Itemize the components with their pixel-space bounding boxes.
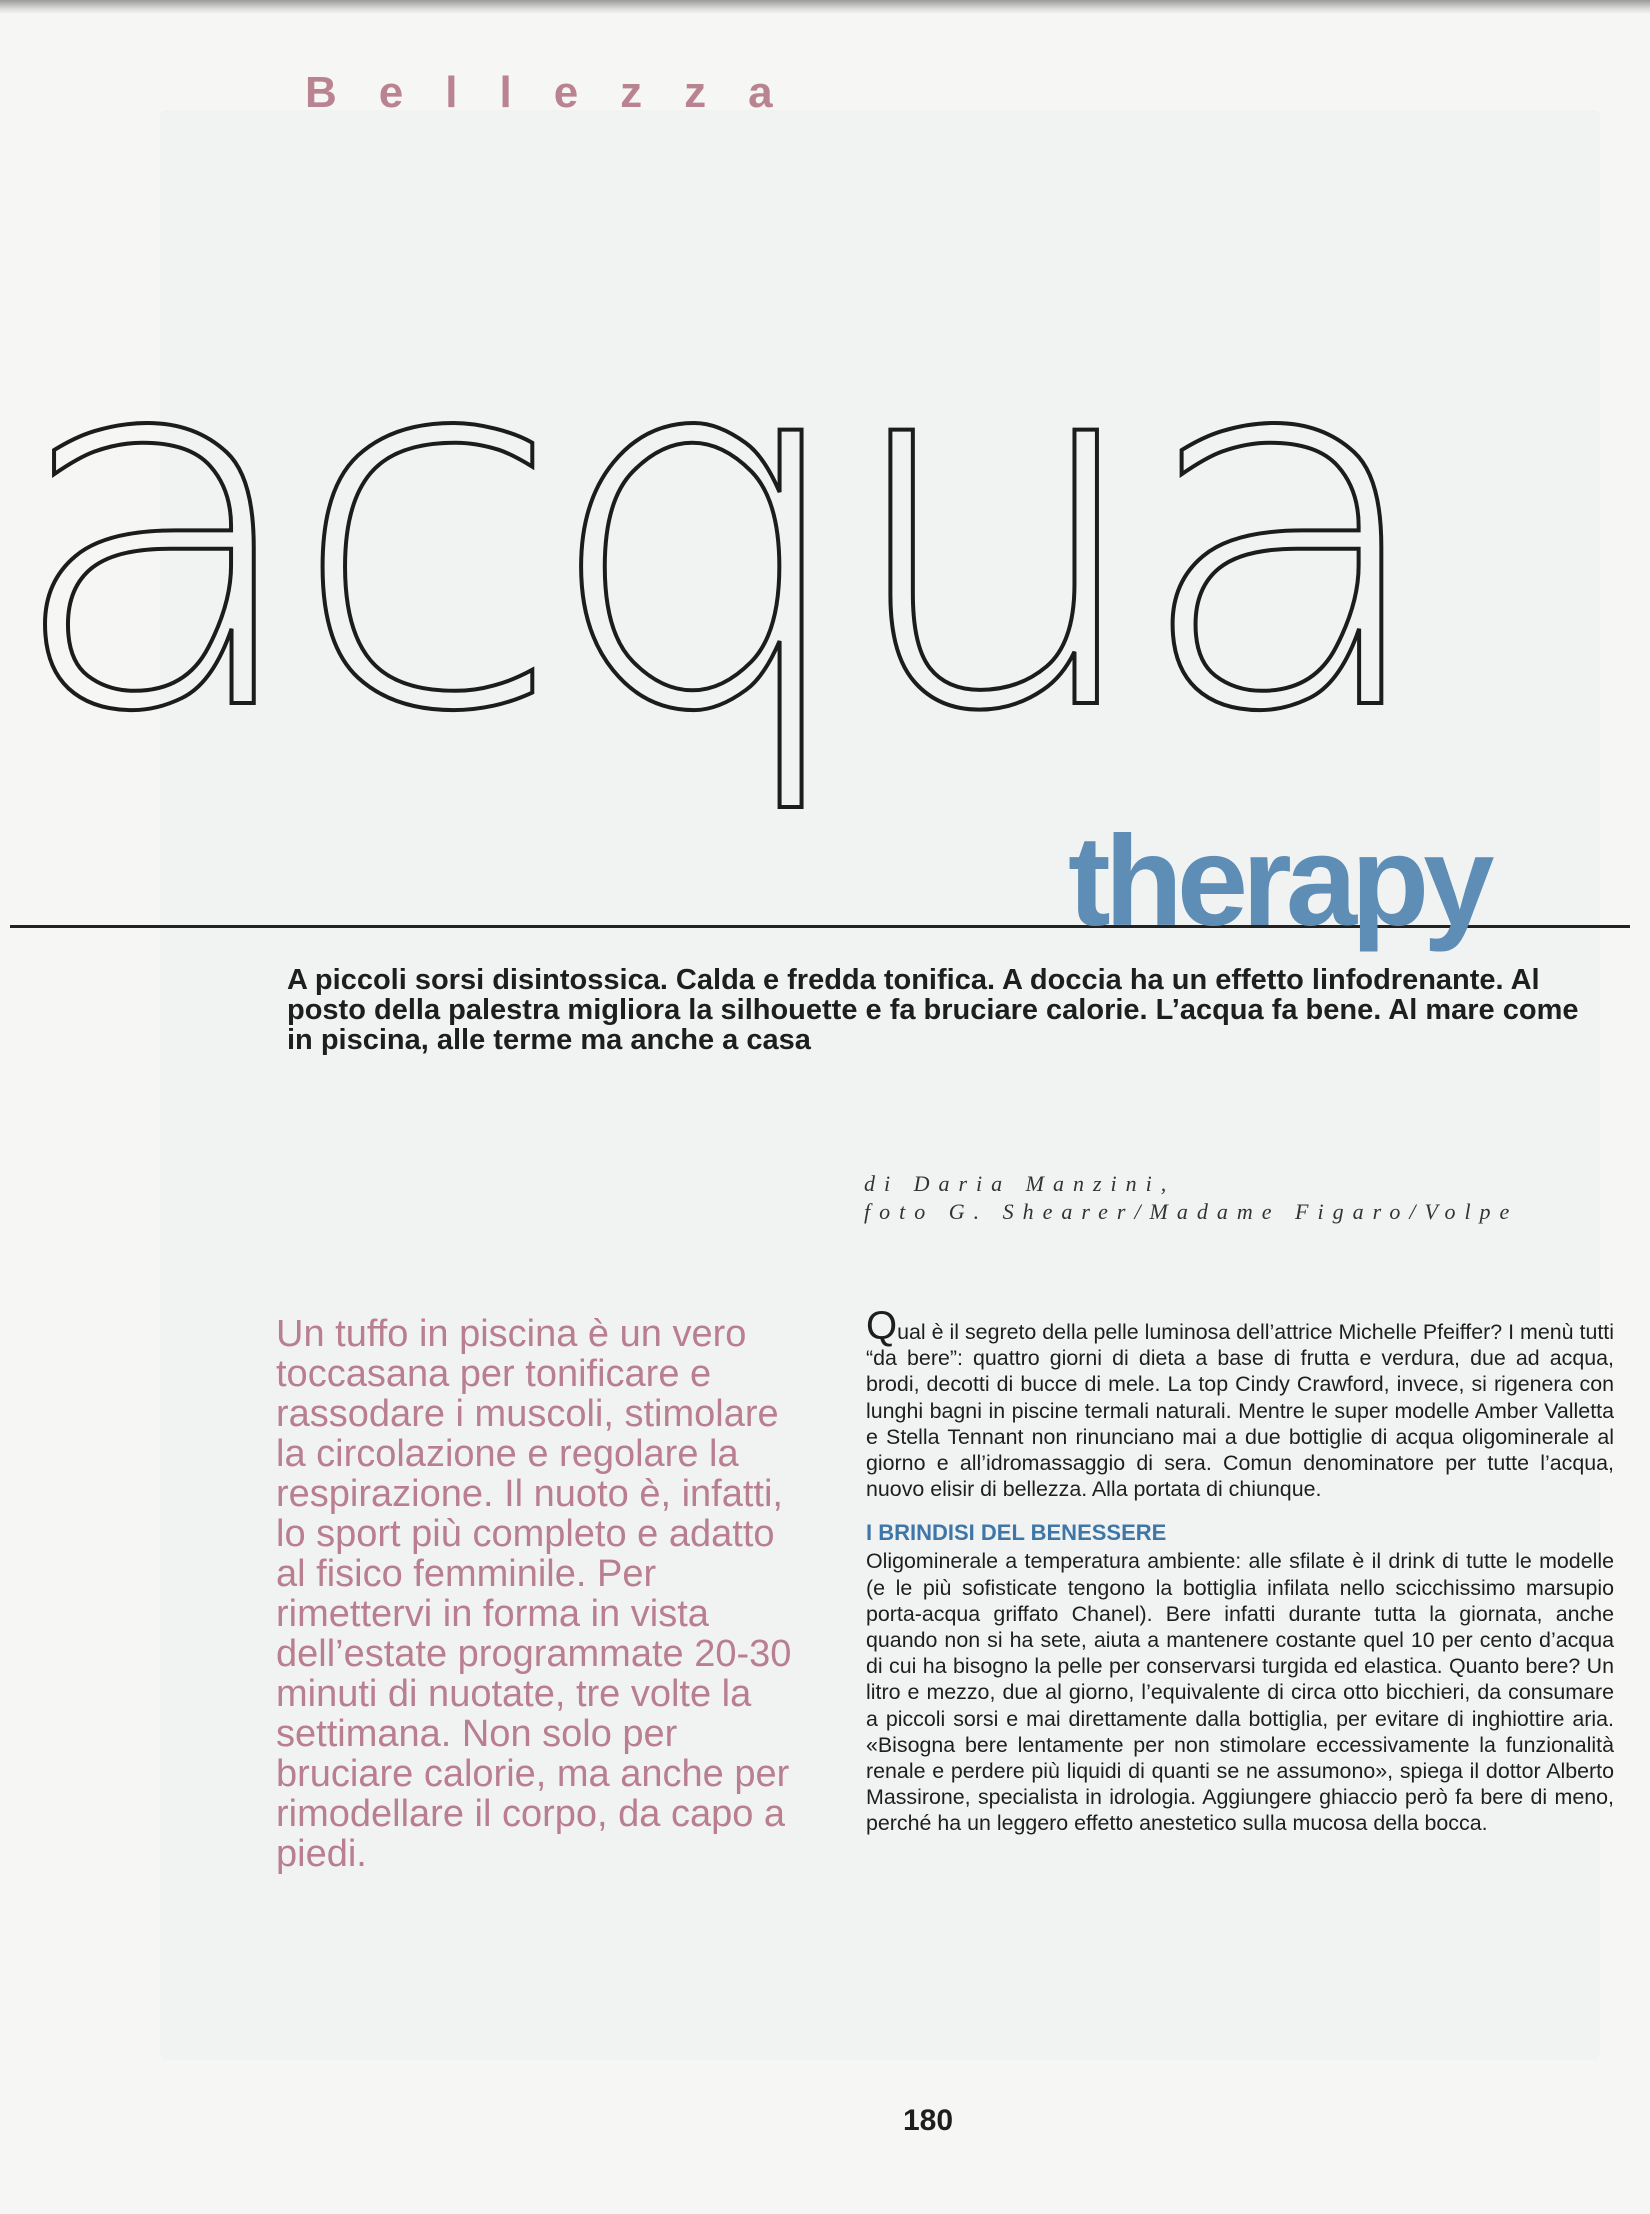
body-paragraph: Oligominerale a temperatura ambiente: alle sfilate è il drink di tutte le modelle (e le più sofisticate tengono la bottiglia infilata nello scicchissimo marsupio porta-acqua griffato Chanel). Bere infatti durante tutta la giornata, anche quando non si ha sete, aiuta a mantenere costante quel 10 per cento d’acqua di cui ha bisogno la pelle per conservarsi turgida ed elastica. Quanto bere? Un litro e mezzo, due al giorno, l’equivalente di circa otto bicchieri, da consumare a piccoli sorsi e mai direttamente dalla bottiglia, per evitare di inghiottire aria. «Bisogna bere lentamente per non stimolare eccessivamente la funzionalità renale e perdere più liquidi di quanti se ne assumono», spiega il dottor Alberto Massirone, specialista in idrologia. Aggiungere ghiaccio però fa bere di meno, perché ha un leggero effetto anestetico sulla mucosa della bocca. — [866, 1549, 1614, 1836]
drop-cap: Q — [866, 1304, 898, 1348]
page-number: 180 — [903, 2104, 954, 2137]
byline-photo-credit: foto G. Shearer/Madame Figaro/Volpe — [864, 1199, 1519, 1224]
page-edge-shadow — [0, 0, 1650, 14]
lede-paragraph: A piccoli sorsi disintossica. Calda e fredda tonifica. A doccia ha un effetto linfodrenante. Al posto della palestra migliora la silhouette e fa bruciare calorie. L’acqua fa bene. Al mare come in piscina, alle terme ma anche a casa — [287, 964, 1579, 1056]
intro-paragraph — [866, 1304, 1614, 1502]
subheading: I BRINDISI DEL BENESSERE — [866, 1520, 1167, 1546]
intro-text: ual è il segreto della pelle luminosa dell’attrice Michelle Pfeiffer? I menù tutti “da bere”: quattro giorni di dieta a base di frutta e verdura, due ad acqua, brodi, decotti di bucce di mele. La top Cindy Crawford, invece, si rigenera con lunghi bagni in piscine termali naturali. Mentre le super modelle Amber Valletta e Stella Tennant non rinunciano mai a due bottiglie di acqua oligominerale al giorno e all’idromassaggio di sera. Comun denominatore per tutte l’acqua, nuovo elisir di bellezza. Alla portata di chiunque. — [866, 1320, 1614, 1502]
byline-author: di Daria Manzini, — [864, 1171, 1176, 1196]
headline-main: acqua — [4, 239, 1416, 821]
byline — [864, 1170, 1518, 1226]
section-label: Bellezza — [305, 68, 815, 117]
pull-quote: Un tuffo in piscina è un vero toccasana per tonificare e rassodare i muscoli, stimolare la circolazione e regolare la respirazione. Il nuoto è, infatti, lo sport più completo e adatto al fisico femminile. Per rimettervi in forma in vista dell’estate programmate 20-30 minuti di nuotate, tre volte la settimana. Non solo per bruciare calorie, ma anche per rimodellare il corpo, da capo a piedi. — [276, 1313, 792, 1875]
article-body — [866, 1304, 1614, 1837]
headline-sub: therapy — [1068, 810, 1489, 953]
